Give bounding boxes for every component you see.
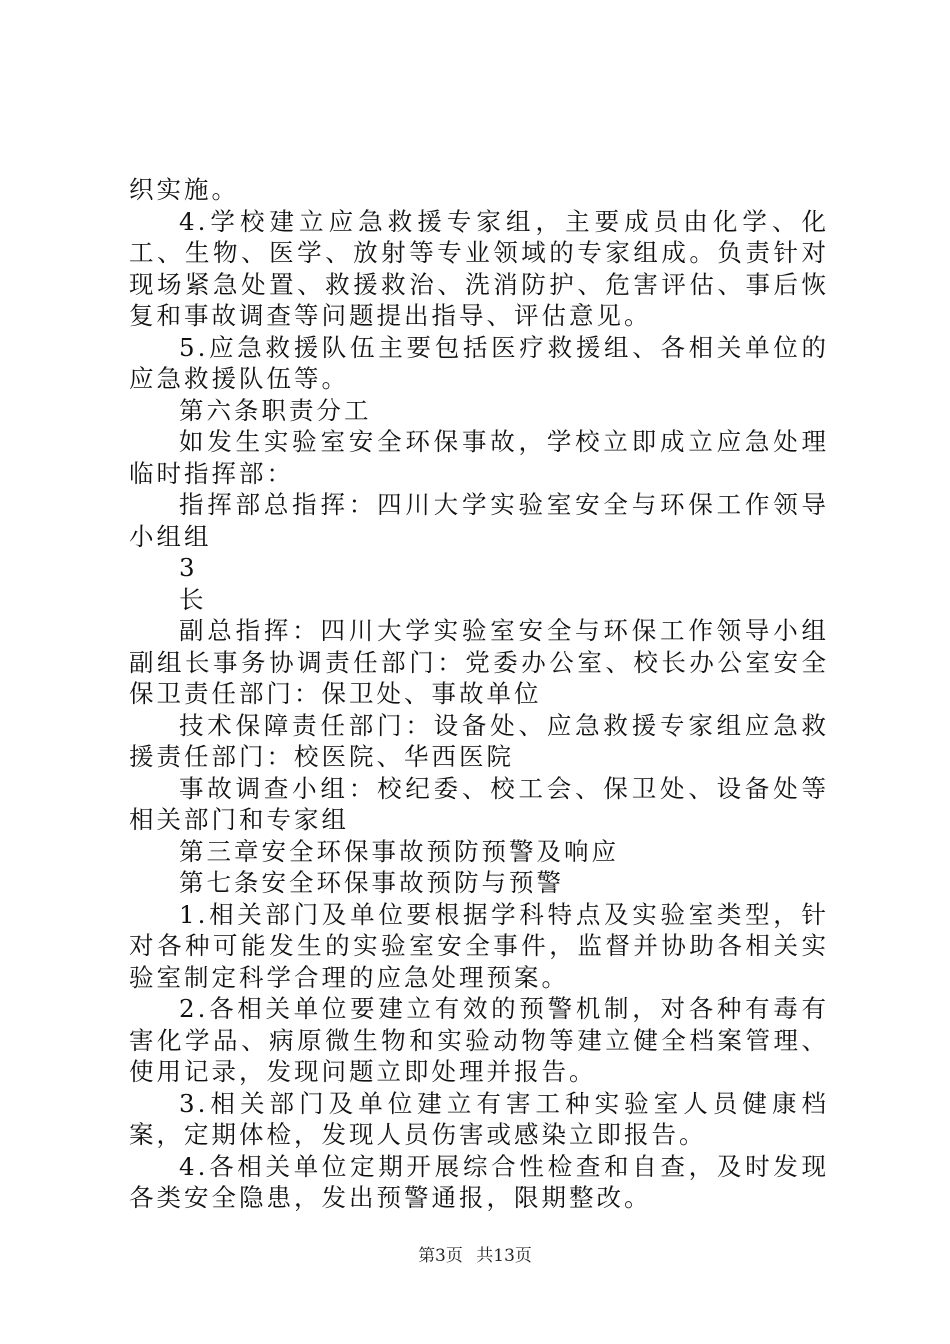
paragraph: 指挥部总指挥：四川大学实验室安全与环保工作领导小组组 (129, 490, 829, 551)
paragraph: 5.应急救援队伍主要包括医疗救援组、各相关单位的应急救援队伍等。 (129, 332, 829, 393)
document-body (129, 174, 829, 1214)
paragraph: 副总指挥：四川大学实验室安全与环保工作领导小组副组长事务协调责任部门：党委办公室、校长办公室安全保卫责任部门：保卫处、事故单位 (129, 616, 829, 708)
paragraph: 织实施。 (129, 175, 239, 204)
chapter-heading: 第三章安全环保事故预防预警及响应 (179, 836, 619, 866)
paragraph: 4.学校建立应急救援专家组，主要成员由化学、化工、生物、医学、放射等专业领域的专家组成。负责针对现场紧急处置、救援救治、洗消防护、危害评估、事后恢复和事故调查等问题提出指导、评估意见。 (129, 206, 829, 330)
page-total: 共13页 (476, 1246, 532, 1266)
page-footer (0, 1241, 950, 1266)
paragraph: 长 (179, 584, 207, 614)
page-number: 第3页 (418, 1246, 463, 1266)
paragraph: 技术保障责任部门：设备处、应急救援专家组应急救援责任部门：校医院、华西医院 (129, 710, 829, 771)
paragraph: 3.相关部门及单位建立有害工种实验室人员健康档案，定期体检，发现人员伤害或感染立即报告。 (129, 1088, 829, 1149)
paragraph: 事故调查小组：校纪委、校工会、保卫处、设备处等相关部门和专家组 (129, 773, 829, 834)
section-heading: 第七条安全环保事故预防与预警 (179, 868, 564, 897)
paragraph: 2.各相关单位要建立有效的预警机制，对各种有毒有害化学品、病原微生物和实验动物等建立健全档案管理、使用记录，发现问题立即处理并报告。 (129, 994, 829, 1086)
paragraph: 1.相关部门及单位要根据学科特点及实验室类型，针对各种可能发生的实验室安全事件，监督并协助各相关实验室制定科学合理的应急处理预案。 (129, 899, 829, 992)
paragraph: 3 (179, 553, 198, 582)
paragraph: 4.各相关单位定期开展综合性检查和自查，及时发现各类安全隐患，发出预警通报，限期整改。 (129, 1151, 829, 1212)
paragraph: 如发生实验室安全环保事故，学校立即成立应急处理临时指挥部： (129, 427, 829, 488)
section-heading: 第六条职责分工 (179, 395, 372, 425)
